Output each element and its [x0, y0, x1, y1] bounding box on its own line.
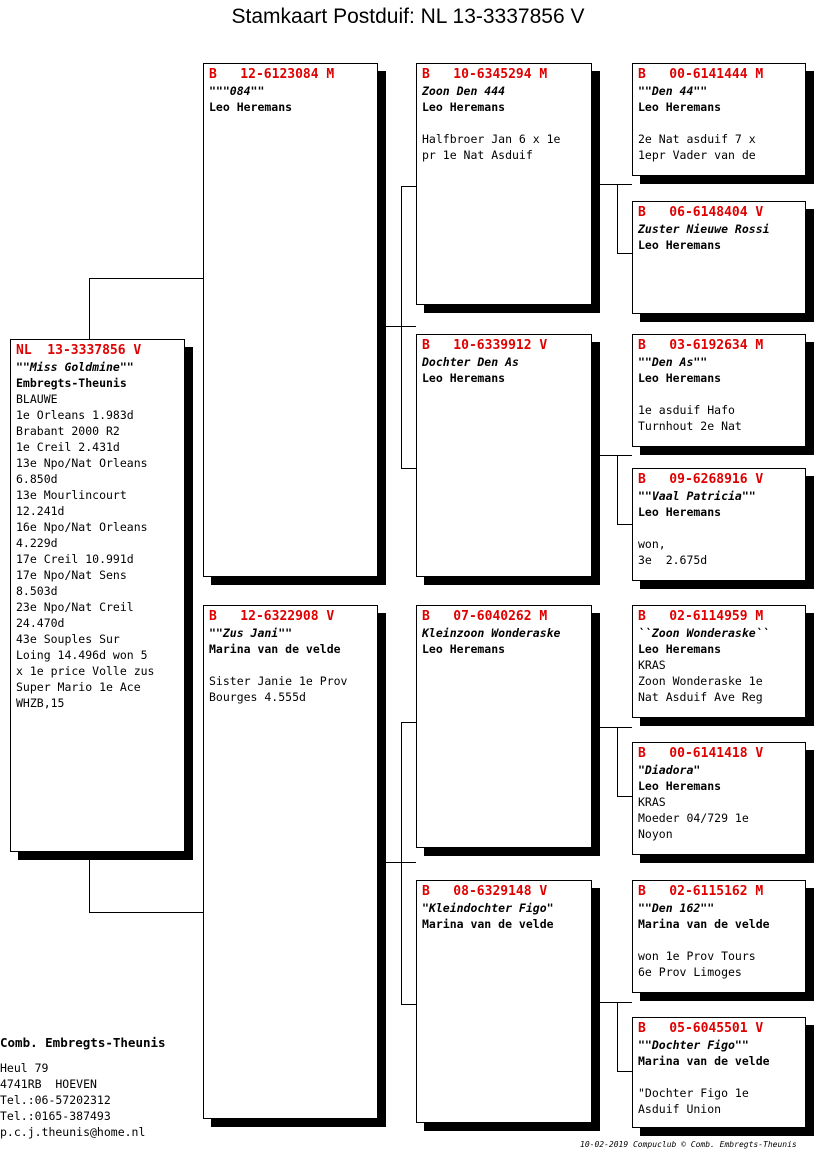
- connector-line: [401, 186, 416, 187]
- mother-card[interactable]: [203, 605, 378, 1119]
- pigeon-name: Zoon Den 444: [422, 84, 506, 98]
- fmm-card[interactable]: [632, 468, 806, 581]
- pigeon-info: Halfbroer Jan 6 x 1e pr 1e Nat Asduif: [422, 132, 561, 162]
- connector-line: [617, 1071, 632, 1072]
- owner-name: Leo Heremans: [209, 100, 293, 114]
- pigeon-name: ""Den 162"": [638, 901, 715, 915]
- pigeon-info: KRAS Zoon Wonderaske 1e Nat Asduif Ave Reg: [638, 658, 763, 704]
- ring-number: B 05-6045501 V: [638, 1021, 764, 1036]
- owner-name: Leo Heremans: [638, 371, 722, 385]
- owner-name: Leo Heremans: [422, 371, 506, 385]
- page-title: Stamkaart Postduif: NL 13-3337856 V: [231, 5, 585, 28]
- owner-name: Leo Heremans: [638, 505, 722, 519]
- pigeon-name: ""Den 44"": [638, 84, 708, 98]
- connector-line: [617, 1002, 618, 1071]
- fff-card[interactable]: [632, 63, 806, 176]
- mmm-card[interactable]: [632, 1017, 806, 1128]
- breeder-address: Heul 79 4741RB HOEVEN Tel.:06-57202312 Tel.:0165-387493 p.c.j.theunis@home.nl: [0, 1061, 146, 1139]
- owner-name: Marina van de velde: [638, 1054, 770, 1068]
- owner-name: Marina van de velde: [638, 917, 770, 931]
- ring-number: B 00-6141418 V: [638, 746, 764, 761]
- connector-line: [597, 1002, 632, 1003]
- owner-name: Marina van de velde: [209, 642, 341, 656]
- ring-number: NL 13-3337856 V: [16, 343, 142, 358]
- pigeon-name: "Diadora": [638, 763, 701, 777]
- pigeon-name: ""Zus Jani"": [209, 626, 293, 640]
- pigeon-info: won, 3e 2.675d: [638, 537, 708, 567]
- mm-card[interactable]: [416, 880, 592, 1123]
- connector-line: [617, 796, 632, 797]
- pigeon-info: 1e asduif Hafo Turnhout 2e Nat: [638, 403, 742, 433]
- ff-card[interactable]: [416, 63, 592, 305]
- pigeon-name: Zuster Nieuwe Rossi: [638, 222, 770, 236]
- ring-number: B 02-6115162 M: [638, 884, 764, 899]
- connector-line: [401, 468, 416, 469]
- owner-name: Leo Heremans: [638, 238, 722, 252]
- pigeon-info: 2e Nat asduif 7 x 1epr Vader van de: [638, 132, 756, 162]
- owner-name: Leo Heremans: [422, 642, 506, 656]
- subject-card[interactable]: [10, 339, 185, 852]
- pigeon-name: ``Zoon Wonderaske``: [638, 626, 770, 640]
- fmf-card[interactable]: [632, 334, 806, 447]
- connector-line: [401, 186, 402, 468]
- mfm-card[interactable]: [632, 742, 806, 855]
- connector-line: [89, 912, 204, 913]
- mf-card[interactable]: [416, 605, 592, 848]
- father-card[interactable]: [203, 63, 378, 577]
- connector-line: [89, 852, 90, 912]
- connector-line: [89, 278, 204, 279]
- connector-line: [597, 184, 632, 185]
- pigeon-name: ""Dochter Figo"": [638, 1038, 749, 1052]
- fm-card[interactable]: [416, 334, 592, 577]
- ffm-card[interactable]: [632, 201, 806, 314]
- connector-line: [617, 727, 618, 796]
- ring-number: B 08-6329148 V: [422, 884, 548, 899]
- ring-number: B 12-6322908 V: [209, 609, 335, 624]
- print-credit: 10-02-2019 Compuclub © Comb. Embregts-Theunis: [580, 1140, 797, 1149]
- pigeon-name: ""Miss Goldmine"": [16, 360, 134, 374]
- mmf-card[interactable]: [632, 880, 806, 993]
- connector-line: [401, 722, 402, 1004]
- owner-name: Leo Heremans: [638, 100, 722, 114]
- owner-name: Embregts-Theunis: [16, 376, 127, 390]
- pigeon-name: Dochter Den As: [422, 355, 519, 369]
- connector-line: [89, 278, 90, 340]
- pigeon-info: BLAUWE 1e Orleans 1.983d Brabant 2000 R2 1e Creil 2.431d 13e Npo/Nat Orleans 6.850d 13e Mourlincourt 12.241d 16e Npo/Nat Orleans 4.229d 17e Creil 10.991d 17e Npo/Nat Sens 8.503d 23e Npo/Nat Creil 24.470d 43e Souples Sur Loing 14.496d won 5 x 1e price Volle zus Super Mario 1e Ace WHZB,15: [16, 392, 155, 710]
- ring-number: B 12-6123084 M: [209, 67, 335, 82]
- connector-line: [377, 326, 416, 327]
- connector-line: [377, 862, 416, 863]
- ring-number: B 03-6192634 M: [638, 338, 764, 353]
- connector-line: [617, 524, 632, 525]
- pigeon-name: """084"": [209, 84, 265, 98]
- pigeon-name: Kleinzoon Wonderaske: [422, 626, 561, 640]
- mff-card[interactable]: [632, 605, 806, 718]
- ring-number: B 00-6141444 M: [638, 67, 764, 82]
- connector-line: [597, 455, 632, 456]
- owner-name: Marina van de velde: [422, 917, 554, 931]
- ring-number: B 06-6148404 V: [638, 205, 764, 220]
- connector-line: [401, 1004, 416, 1005]
- ring-number: B 09-6268916 V: [638, 472, 764, 487]
- connector-line: [617, 253, 632, 254]
- ring-number: B 07-6040262 M: [422, 609, 548, 624]
- pigeon-name: ""Vaal Patricia"": [638, 489, 756, 503]
- connector-line: [401, 722, 416, 723]
- owner-name: Leo Heremans: [638, 779, 722, 793]
- connector-line: [617, 455, 618, 524]
- pigeon-info: KRAS Moeder 04/729 1e Noyon: [638, 795, 749, 841]
- pigeon-info: Sister Janie 1e Prov Bourges 4.555d: [209, 674, 348, 704]
- breeder-name: Comb. Embregts-Theunis: [0, 1035, 166, 1050]
- pigeon-name: "Kleindochter Figo": [422, 901, 554, 915]
- ring-number: B 10-6345294 M: [422, 67, 548, 82]
- pigeon-name: ""Den As"": [638, 355, 708, 369]
- ring-number: B 10-6339912 V: [422, 338, 548, 353]
- owner-name: Leo Heremans: [638, 642, 722, 656]
- connector-line: [597, 727, 632, 728]
- owner-name: Leo Heremans: [422, 100, 506, 114]
- ring-number: B 02-6114959 M: [638, 609, 764, 624]
- pigeon-info: won 1e Prov Tours 6e Prov Limoges: [638, 949, 756, 979]
- pigeon-info: "Dochter Figo 1e Asduif Union: [638, 1086, 749, 1116]
- connector-line: [617, 184, 618, 253]
